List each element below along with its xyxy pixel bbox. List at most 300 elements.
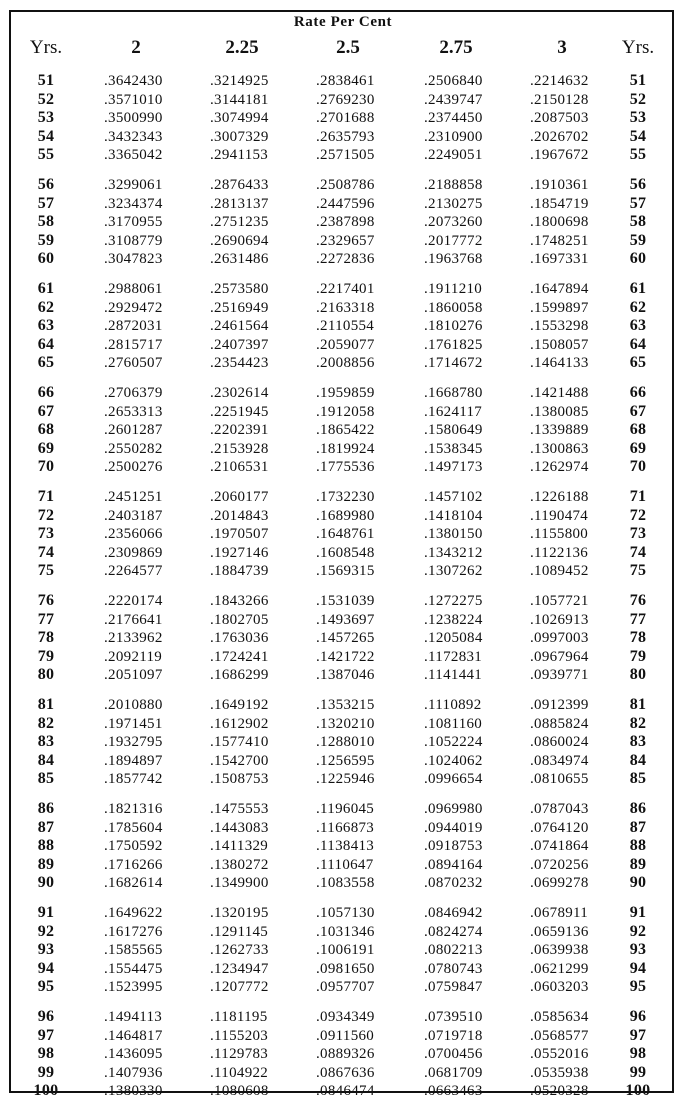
table-cell: .1763036: [210, 630, 269, 646]
year-label-left: 79: [37, 647, 55, 665]
table-cell: .0681709: [424, 1064, 483, 1081]
row-group: [0, 696, 686, 798]
table-cell: .1421488: [530, 385, 589, 401]
year-label-left: 76: [37, 592, 55, 609]
table-cell: .0663463: [424, 1083, 483, 1099]
table-row: [0, 1064, 686, 1083]
table-cell: .1554475: [104, 960, 163, 977]
table-cell: .0981650: [316, 960, 375, 977]
year-label-right: 62: [629, 298, 647, 316]
table-row: [0, 923, 686, 942]
year-label-left: 81: [37, 696, 55, 713]
table-cell: .1110892: [424, 697, 482, 713]
year-label-left: 51: [37, 72, 55, 89]
table-cell: .2407397: [210, 336, 269, 353]
table-cell: .0520328: [530, 1083, 589, 1099]
year-label-right: 78: [629, 629, 647, 646]
table-cell: .1320195: [210, 905, 269, 921]
year-label-right: 82: [629, 714, 647, 732]
year-label-right: 63: [629, 317, 647, 334]
table-cell: .1057130: [316, 905, 375, 921]
table-row: [0, 525, 686, 544]
table-row: [0, 403, 686, 422]
table-cell: .1963768: [424, 251, 483, 267]
table-cell: .0699278: [530, 875, 589, 891]
table-cell: .0585634: [530, 1009, 589, 1025]
table-cell: .2060177: [210, 489, 269, 505]
table-cell: .1320210: [316, 715, 375, 732]
table-row: [0, 1008, 686, 1027]
table-cell: .1457265: [316, 630, 375, 646]
table-cell: .0639938: [530, 942, 589, 958]
table-cell: .1089452: [530, 563, 589, 579]
row-group: [0, 488, 686, 590]
table-row: [0, 544, 686, 563]
table-cell: .2813137: [210, 195, 269, 212]
table-cell: .2251945: [210, 403, 269, 420]
table-cell: .1761825: [424, 336, 483, 353]
table-cell: .3571010: [104, 91, 163, 108]
table-cell: .0659136: [530, 923, 589, 940]
table-cell: .1026913: [530, 611, 589, 628]
year-label-right: 92: [629, 922, 647, 940]
table-cell: .0894164: [424, 856, 483, 873]
table-cell: .2500276: [104, 459, 163, 475]
table-cell: .0719718: [424, 1027, 483, 1044]
rate-header-2-25: 2.25: [225, 37, 259, 58]
table-cell: .1181195: [210, 1009, 268, 1025]
table-cell: .3047823: [104, 251, 163, 267]
table-row: [0, 960, 686, 979]
table-cell: .0802213: [424, 942, 483, 958]
table-cell: .2073260: [424, 214, 483, 230]
table-cell: .1785604: [104, 819, 163, 836]
table-cell: .1226188: [530, 489, 589, 505]
table-cell: .2941153: [210, 147, 269, 163]
year-label-left: 97: [37, 1026, 55, 1044]
row-group: [0, 800, 686, 902]
table-cell: .1464133: [530, 355, 589, 371]
table-cell: .1418104: [424, 507, 483, 524]
table-cell: .2302614: [210, 385, 269, 401]
row-group: [0, 72, 686, 174]
table-row: [0, 1045, 686, 1064]
table-row: [0, 440, 686, 459]
year-label-right: 84: [629, 751, 647, 769]
table-cell: .1821316: [104, 801, 163, 817]
table-cell: .2838461: [316, 73, 375, 89]
table-cell: .1508753: [210, 771, 269, 787]
table-cell: .1569315: [316, 563, 375, 579]
year-label-right: 64: [629, 335, 647, 353]
table-cell: .2008856: [316, 355, 375, 371]
table-cell: .3108779: [104, 232, 163, 249]
year-label-left: 74: [37, 543, 55, 561]
table-row: [0, 195, 686, 214]
table-cell: .0911560: [316, 1027, 375, 1044]
year-label-right: 51: [629, 72, 647, 89]
table-row: [0, 384, 686, 403]
year-label-left: 61: [37, 280, 55, 297]
year-label-right: 68: [629, 421, 647, 438]
table-body: [0, 72, 686, 1110]
year-label-right: 76: [629, 592, 647, 609]
table-row: [0, 904, 686, 923]
year-label-left: 82: [37, 714, 55, 732]
table-cell: .2309869: [104, 544, 163, 561]
year-label-left: 88: [37, 837, 55, 854]
table-cell: .1110647: [316, 856, 374, 873]
table-cell: .1234947: [210, 960, 269, 977]
year-label-right: 61: [629, 280, 647, 297]
table-row: [0, 354, 686, 373]
table-cell: .1617276: [104, 923, 163, 940]
table-cell: .2573580: [210, 281, 269, 297]
table-cell: .1911210: [424, 281, 483, 297]
table-cell: .2220174: [104, 593, 163, 609]
year-label-right: 86: [629, 800, 647, 817]
table-cell: .1052224: [424, 734, 483, 750]
table-cell: .1443083: [210, 819, 269, 836]
table-cell: .1272275: [424, 593, 483, 609]
year-label-left: 64: [37, 335, 55, 353]
table-cell: .2087503: [530, 110, 589, 126]
table-cell: .1971451: [104, 715, 163, 732]
table-cell: .2550282: [104, 440, 163, 457]
table-cell: .0997003: [530, 630, 589, 646]
year-label-left: 70: [37, 458, 55, 475]
table-cell: .0934349: [316, 1009, 375, 1025]
table-cell: .1542700: [210, 752, 269, 769]
table-row: [0, 336, 686, 355]
table-cell: .0885824: [530, 715, 589, 732]
table-cell: .0810655: [530, 771, 589, 787]
table-cell: .0944019: [424, 819, 483, 836]
year-label-left: 100: [33, 1082, 59, 1099]
table-cell: .1083558: [316, 875, 375, 891]
year-label-right: 90: [629, 874, 647, 891]
table-cell: .2815717: [104, 336, 163, 353]
year-label-left: 86: [37, 800, 55, 817]
year-label-right: 99: [629, 1063, 647, 1081]
table-cell: .1748251: [530, 232, 589, 249]
table-cell: .2110554: [316, 318, 375, 334]
table-cell: .0780743: [424, 960, 483, 977]
table-cell: .1714672: [424, 355, 483, 371]
year-label-right: 85: [629, 770, 647, 787]
table-cell: .2374450: [424, 110, 483, 126]
table-cell: .2876433: [210, 177, 269, 193]
year-label-right: 69: [629, 439, 647, 457]
table-cell: .1205084: [424, 630, 483, 646]
year-label-right: 70: [629, 458, 647, 475]
table-cell: .1716266: [104, 856, 163, 873]
table-row: [0, 128, 686, 147]
rate-header-2: 2: [131, 37, 141, 58]
table-cell: .2163318: [316, 299, 375, 316]
year-label-right: 60: [629, 250, 647, 267]
table-cell: .0720256: [530, 856, 589, 873]
table-cell: .2506840: [424, 73, 483, 89]
table-row: [0, 648, 686, 667]
table-cell: .2929472: [104, 299, 163, 316]
table-cell: .2387898: [316, 214, 375, 230]
table-row: [0, 666, 686, 685]
table-cell: .1577410: [210, 734, 269, 750]
table-cell: .2217401: [316, 281, 375, 297]
year-label-left: 94: [37, 959, 55, 977]
table-cell: .2508786: [316, 177, 375, 193]
year-label-right: 73: [629, 525, 647, 542]
table-row: [0, 592, 686, 611]
table-row: [0, 488, 686, 507]
years-header-left: Yrs.: [29, 37, 63, 58]
year-label-right: 79: [629, 647, 647, 665]
table-row: [0, 800, 686, 819]
year-label-right: 89: [629, 855, 647, 873]
rate-header-2-5: 2.5: [336, 37, 360, 58]
table-cell: .1196045: [316, 801, 375, 817]
table-row: [0, 176, 686, 195]
table-cell: .1497173: [424, 459, 483, 475]
table-cell: .2150128: [530, 91, 589, 108]
table-cell: .1689980: [316, 507, 375, 524]
table-row: [0, 696, 686, 715]
table-cell: .2690694: [210, 232, 269, 249]
table-cell: .0834974: [530, 752, 589, 769]
year-label-left: 95: [37, 978, 55, 995]
year-label-right: 83: [629, 733, 647, 750]
table-row: [0, 819, 686, 838]
table-cell: .2026702: [530, 128, 589, 145]
table-cell: .1380330: [104, 1083, 163, 1099]
year-label-left: 57: [37, 194, 55, 212]
table-cell: .2769230: [316, 91, 375, 108]
table-cell: .1166873: [316, 819, 375, 836]
row-group: [0, 1008, 686, 1110]
year-label-right: 75: [629, 562, 647, 579]
table-row: [0, 109, 686, 128]
year-label-right: 93: [629, 941, 647, 958]
table-cell: .1624117: [424, 403, 483, 420]
table-cell: .3365042: [104, 147, 163, 163]
table-cell: .2092119: [104, 648, 163, 665]
table-cell: .1024062: [424, 752, 483, 769]
table-cell: .1380150: [424, 526, 483, 542]
table-cell: .1407936: [104, 1064, 163, 1081]
table-cell: .3234374: [104, 195, 163, 212]
year-label-right: 55: [629, 146, 647, 163]
table-cell: .1697331: [530, 251, 589, 267]
table-cell: .1732230: [316, 489, 375, 505]
table-cell: .3642430: [104, 73, 163, 89]
year-label-left: 63: [37, 317, 55, 334]
table-cell: .0700456: [424, 1046, 483, 1062]
table-row: [0, 752, 686, 771]
table-row: [0, 146, 686, 165]
table-cell: .1538345: [424, 440, 483, 457]
table-cell: .1910361: [530, 177, 589, 193]
table-cell: .1854719: [530, 195, 589, 212]
table-cell: .2017772: [424, 232, 483, 249]
table-cell: .2403187: [104, 507, 163, 524]
rate-header-3: 3: [557, 37, 567, 58]
table-cell: .1668780: [424, 385, 483, 401]
table-cell: .2214632: [530, 73, 589, 89]
year-label-left: 68: [37, 421, 55, 438]
year-label-right: 53: [629, 109, 647, 126]
table-cell: .2106531: [210, 459, 269, 475]
row-group: [0, 904, 686, 1006]
table-cell: .1080608: [210, 1083, 269, 1099]
table-cell: .1104922: [210, 1064, 269, 1081]
table-cell: .1006191: [316, 942, 375, 958]
table-row: [0, 629, 686, 648]
year-label-right: 65: [629, 354, 647, 371]
year-label-right: 71: [629, 488, 647, 505]
table-cell: .1927146: [210, 544, 269, 561]
table-cell: .1031346: [316, 923, 375, 940]
table-cell: .0535938: [530, 1064, 589, 1081]
table-cell: .3144181: [210, 91, 269, 108]
table-cell: .1857742: [104, 771, 163, 787]
table-cell: .0996654: [424, 771, 483, 787]
table-cell: .1288010: [316, 734, 375, 750]
table-cell: .1436095: [104, 1046, 163, 1062]
row-group: [0, 384, 686, 486]
table-cell: .2451251: [104, 489, 163, 505]
year-label-left: 75: [37, 562, 55, 579]
table-cell: .0969980: [424, 801, 483, 817]
table-cell: .1912058: [316, 403, 375, 420]
year-label-left: 98: [37, 1045, 55, 1062]
table-cell: .1843266: [210, 593, 269, 609]
years-header-right: Yrs.: [621, 37, 655, 58]
year-label-left: 80: [37, 666, 55, 683]
table-cell: .1523995: [104, 979, 163, 995]
table-cell: .2310900: [424, 128, 483, 145]
table-cell: .2202391: [210, 422, 269, 438]
table-row: [0, 611, 686, 630]
year-label-left: 56: [37, 176, 55, 193]
table-cell: .1508057: [530, 336, 589, 353]
table-cell: .0939771: [530, 667, 589, 683]
table-cell: .2354423: [210, 355, 269, 371]
table-cell: .1724241: [210, 648, 269, 665]
table-cell: .3299061: [104, 177, 163, 193]
year-label-right: 67: [629, 402, 647, 420]
year-label-left: 55: [37, 146, 55, 163]
table-cell: .2706379: [104, 385, 163, 401]
row-group: [0, 280, 686, 382]
table-cell: .2701688: [316, 110, 375, 126]
year-label-left: 90: [37, 874, 55, 891]
table-cell: .1531039: [316, 593, 375, 609]
table-cell: .1343212: [424, 544, 483, 561]
table-row: [0, 1027, 686, 1046]
table-row: [0, 458, 686, 477]
table-cell: .3007329: [210, 128, 269, 145]
year-label-left: 73: [37, 525, 55, 542]
year-label-left: 72: [37, 506, 55, 524]
year-label-left: 89: [37, 855, 55, 873]
table-cell: .3074994: [210, 110, 269, 126]
table-row: [0, 72, 686, 91]
table-cell: .1307262: [424, 563, 483, 579]
table-row: [0, 213, 686, 232]
table-row: [0, 91, 686, 110]
table-cell: .1894897: [104, 752, 163, 769]
year-label-left: 93: [37, 941, 55, 958]
table-cell: .1608548: [316, 544, 375, 561]
year-label-right: 97: [629, 1026, 647, 1044]
year-label-right: 80: [629, 666, 647, 683]
year-label-left: 92: [37, 922, 55, 940]
table-cell: .1860058: [424, 299, 483, 316]
table-cell: .0918753: [424, 838, 483, 854]
table-cell: .0678911: [530, 905, 589, 921]
table-cell: .2571505: [316, 147, 375, 163]
year-label-left: 52: [37, 90, 55, 108]
table-cell: .0739510: [424, 1009, 483, 1025]
table-cell: .0787043: [530, 801, 589, 817]
table-row: [0, 421, 686, 440]
table-cell: .2176641: [104, 611, 163, 628]
year-label-right: 88: [629, 837, 647, 854]
year-label-left: 83: [37, 733, 55, 750]
table-row: [0, 874, 686, 893]
table-cell: .1155800: [530, 526, 589, 542]
year-label-right: 91: [629, 904, 647, 921]
table-cell: .2329657: [316, 232, 375, 249]
table-cell: .2447596: [316, 195, 375, 212]
table-cell: .0889326: [316, 1046, 375, 1062]
table-cell: .1493697: [316, 611, 375, 628]
table-cell: .1380085: [530, 403, 589, 420]
table-cell: .2188858: [424, 177, 483, 193]
table-cell: .2760507: [104, 355, 163, 371]
table-cell: .0568577: [530, 1027, 589, 1044]
year-label-right: 58: [629, 213, 647, 230]
table-cell: .1129783: [210, 1046, 269, 1062]
row-group: [0, 592, 686, 694]
table-cell: .1802705: [210, 611, 269, 628]
table-cell: .2635793: [316, 128, 375, 145]
year-label-right: 72: [629, 506, 647, 524]
table-cell: .1585565: [104, 942, 163, 958]
year-label-left: 96: [37, 1008, 55, 1025]
year-label-left: 59: [37, 231, 55, 249]
table-row: [0, 250, 686, 269]
table-cell: .1475553: [210, 801, 269, 817]
year-label-left: 65: [37, 354, 55, 371]
table-cell: .2130275: [424, 195, 483, 212]
table-cell: .1141441: [424, 667, 483, 683]
table-cell: .0846474: [316, 1083, 375, 1099]
table-cell: .1865422: [316, 422, 375, 438]
table-cell: .2133962: [104, 630, 163, 646]
table-cell: .1599897: [530, 299, 589, 316]
table-cell: .1349900: [210, 875, 269, 891]
table-cell: .3214925: [210, 73, 269, 89]
table-cell: .0846942: [424, 905, 483, 921]
table-cell: .1970507: [210, 526, 269, 542]
table-cell: .1081160: [424, 715, 483, 732]
year-label-right: 81: [629, 696, 647, 713]
year-label-left: 69: [37, 439, 55, 457]
table-cell: .1819924: [316, 440, 375, 457]
table-cell: .1291145: [210, 923, 269, 940]
